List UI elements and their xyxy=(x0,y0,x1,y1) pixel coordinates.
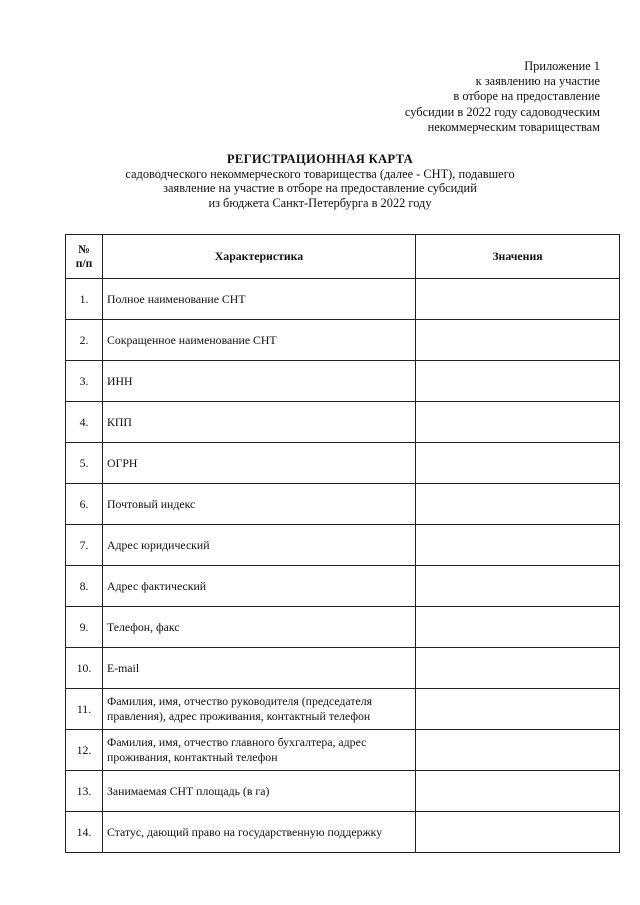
row-characteristic xyxy=(103,648,416,689)
row-characteristic xyxy=(103,402,416,443)
row-characteristic xyxy=(103,525,416,566)
document-subtitle-line: заявление на участие в отборе на предоставление субсидий xyxy=(163,181,477,196)
row-characteristic-text: Статус, дающий право на государственную поддержку xyxy=(107,824,383,839)
row-number: 7. xyxy=(66,525,103,566)
column-header-number-line2: п/п xyxy=(75,256,93,270)
row-number: 4. xyxy=(66,402,103,443)
row-value-field[interactable] xyxy=(416,443,620,484)
row-characteristic xyxy=(103,484,416,525)
row-number: 6. xyxy=(66,484,103,525)
table-row xyxy=(66,771,620,812)
row-characteristic-text: Сокращенное наименование СНТ xyxy=(107,332,277,347)
row-characteristic-text: Адрес фактический xyxy=(107,578,207,593)
row-value-field[interactable] xyxy=(416,566,620,607)
row-characteristic xyxy=(103,607,416,648)
row-value-field[interactable] xyxy=(416,279,620,320)
document-title: РЕГИСТРАЦИОННАЯ КАРТА xyxy=(226,152,414,166)
row-number: 2. xyxy=(66,320,103,361)
document-subtitle-line: садоводческого некоммерческого товарищества (далее - СНТ), подавшего xyxy=(125,166,515,181)
row-number: 10. xyxy=(66,648,103,689)
column-header-number-line1: № xyxy=(78,242,90,256)
table-row xyxy=(66,689,620,730)
table-row xyxy=(66,443,620,484)
table-row xyxy=(66,279,620,320)
row-characteristic-text: Полное наименование СНТ xyxy=(107,291,246,306)
row-characteristic xyxy=(103,279,416,320)
appendix-line: к заявлению на участие xyxy=(475,74,600,89)
row-value-field[interactable] xyxy=(416,361,620,402)
appendix-line: в отборе на предоставление xyxy=(453,89,600,104)
row-characteristic-text: Почтовый индекс xyxy=(107,496,196,511)
table-row xyxy=(66,648,620,689)
row-characteristic-text: Занимаемая СНТ площадь (в га) xyxy=(107,783,270,798)
appendix-line: Приложение 1 xyxy=(524,59,600,73)
row-characteristic xyxy=(103,443,416,484)
row-characteristic-text: КПП xyxy=(107,414,132,429)
row-number: 8. xyxy=(66,566,103,607)
table-row xyxy=(66,484,620,525)
row-number: 5. xyxy=(66,443,103,484)
table-row xyxy=(66,566,620,607)
appendix-note xyxy=(300,59,600,135)
table-row xyxy=(66,812,620,853)
row-characteristic-text: ОГРН xyxy=(107,455,138,470)
registration-table xyxy=(65,234,620,853)
row-characteristic-text: Адрес юридический xyxy=(107,537,210,552)
row-characteristic xyxy=(103,361,416,402)
row-value-field[interactable] xyxy=(416,484,620,525)
row-value-field[interactable] xyxy=(416,607,620,648)
appendix-line: субсидии в 2022 году садоводческим xyxy=(404,104,600,119)
row-number: 13. xyxy=(66,771,103,812)
row-characteristic-text: E-mail xyxy=(107,660,140,675)
table-row xyxy=(66,607,620,648)
row-characteristic xyxy=(103,730,416,771)
row-characteristic xyxy=(103,771,416,812)
table-body xyxy=(66,279,620,853)
row-value-field[interactable] xyxy=(416,648,620,689)
row-characteristic xyxy=(103,812,416,853)
row-value-field[interactable] xyxy=(416,771,620,812)
row-value-field[interactable] xyxy=(416,730,620,771)
row-value-field[interactable] xyxy=(416,320,620,361)
row-characteristic-text: Фамилия, имя, отчество руководителя (председателя правления), адрес проживания, контактный телефон xyxy=(107,694,373,723)
document-header xyxy=(0,152,640,210)
table-row xyxy=(66,730,620,771)
row-number: 1. xyxy=(66,279,103,320)
column-header-number xyxy=(66,235,103,279)
table-header-row xyxy=(66,235,620,279)
row-characteristic xyxy=(103,689,416,730)
table-row xyxy=(66,525,620,566)
table-row xyxy=(66,320,620,361)
row-number: 9. xyxy=(66,607,103,648)
row-characteristic xyxy=(103,566,416,607)
appendix-line: некоммерческим товариществам xyxy=(427,119,600,134)
row-value-field[interactable] xyxy=(416,812,620,853)
column-header-characteristic: Характеристика xyxy=(103,235,416,279)
document-subtitle-line: из бюджета Санкт-Петербурга в 2022 году xyxy=(208,195,432,210)
row-number: 3. xyxy=(66,361,103,402)
table-row xyxy=(66,402,620,443)
row-characteristic-text: Фамилия, имя, отчество главного бухгалтера, адрес проживания, контактный телефон xyxy=(107,735,367,764)
row-characteristic-text: Телефон, факс xyxy=(107,619,180,634)
column-header-value: Значения xyxy=(416,235,620,279)
row-value-field[interactable] xyxy=(416,689,620,730)
row-characteristic xyxy=(103,320,416,361)
row-number: 14. xyxy=(66,812,103,853)
row-characteristic-text: ИНН xyxy=(107,373,133,388)
row-number: 11. xyxy=(66,689,103,730)
row-number: 12. xyxy=(66,730,103,771)
table-row xyxy=(66,361,620,402)
row-value-field[interactable] xyxy=(416,525,620,566)
row-value-field[interactable] xyxy=(416,402,620,443)
